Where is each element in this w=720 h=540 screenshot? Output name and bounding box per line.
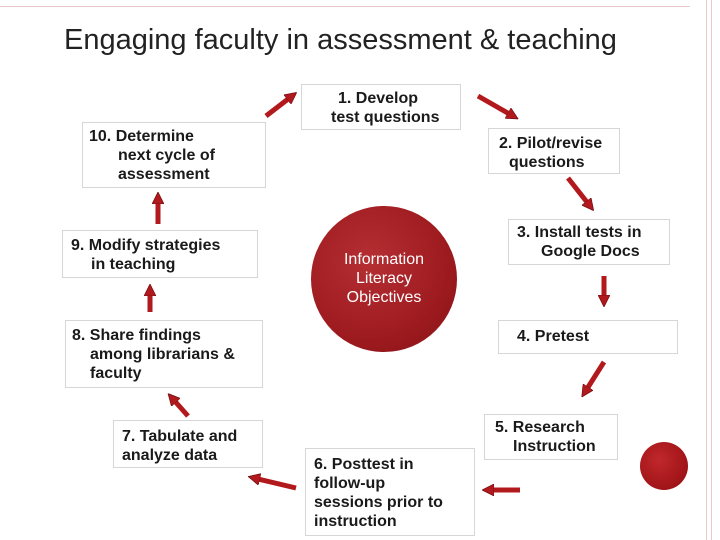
step-1-line-1: 1. Develop [338, 90, 419, 107]
arrow-7-to-8 [172, 398, 188, 416]
step-6-line-3: sessions prior to [314, 494, 443, 511]
step-3-line-2: Google Docs [541, 243, 640, 260]
arrow-1-to-2 [478, 96, 513, 116]
slide-title: Engaging faculty in assessment & teaching [64, 24, 617, 56]
center-line-3: Objectives [346, 289, 422, 306]
arrow-6-to-7 [254, 478, 296, 488]
step-7-line-1: 7. Tabulate and [122, 428, 238, 445]
arrow-4-to-5 [585, 362, 604, 392]
step-1-line-2: test questions [331, 109, 440, 126]
step-8-line-2: among librarians & [90, 346, 235, 363]
step-8-line-1: 8. Share findings [72, 327, 201, 344]
step-4-line-1: 4. Pretest [517, 328, 590, 345]
step-8-line-3: faculty [90, 365, 142, 382]
step-9-line-2: in teaching [91, 256, 176, 273]
step-10-line-1: 10. Determine [89, 128, 194, 145]
step-3-line-1: 3. Install tests in [517, 224, 642, 241]
step-5-line-2: Instruction [513, 438, 596, 455]
step-6-line-2: follow-up [314, 475, 386, 492]
step-10-line-2: next cycle of [118, 147, 215, 164]
step-9-line-1: 9. Modify strategies [71, 237, 221, 254]
step-6-line-4: instruction [314, 513, 397, 530]
center-line-1: Information [343, 251, 425, 268]
step-7-line-2: analyze data [122, 447, 218, 464]
center-line-2: Literacy [355, 270, 413, 287]
step-5-line-1: 5. Research [495, 419, 585, 436]
step-2-line-1: 2. Pilot/revise [499, 135, 603, 152]
arrow-10-to-1 [266, 96, 292, 116]
step-2-line-2: questions [509, 154, 585, 171]
arrow-2-to-3 [568, 178, 590, 206]
step-10-line-3: assessment [118, 166, 210, 183]
step-6-line-1: 6. Posttest in [314, 456, 414, 473]
